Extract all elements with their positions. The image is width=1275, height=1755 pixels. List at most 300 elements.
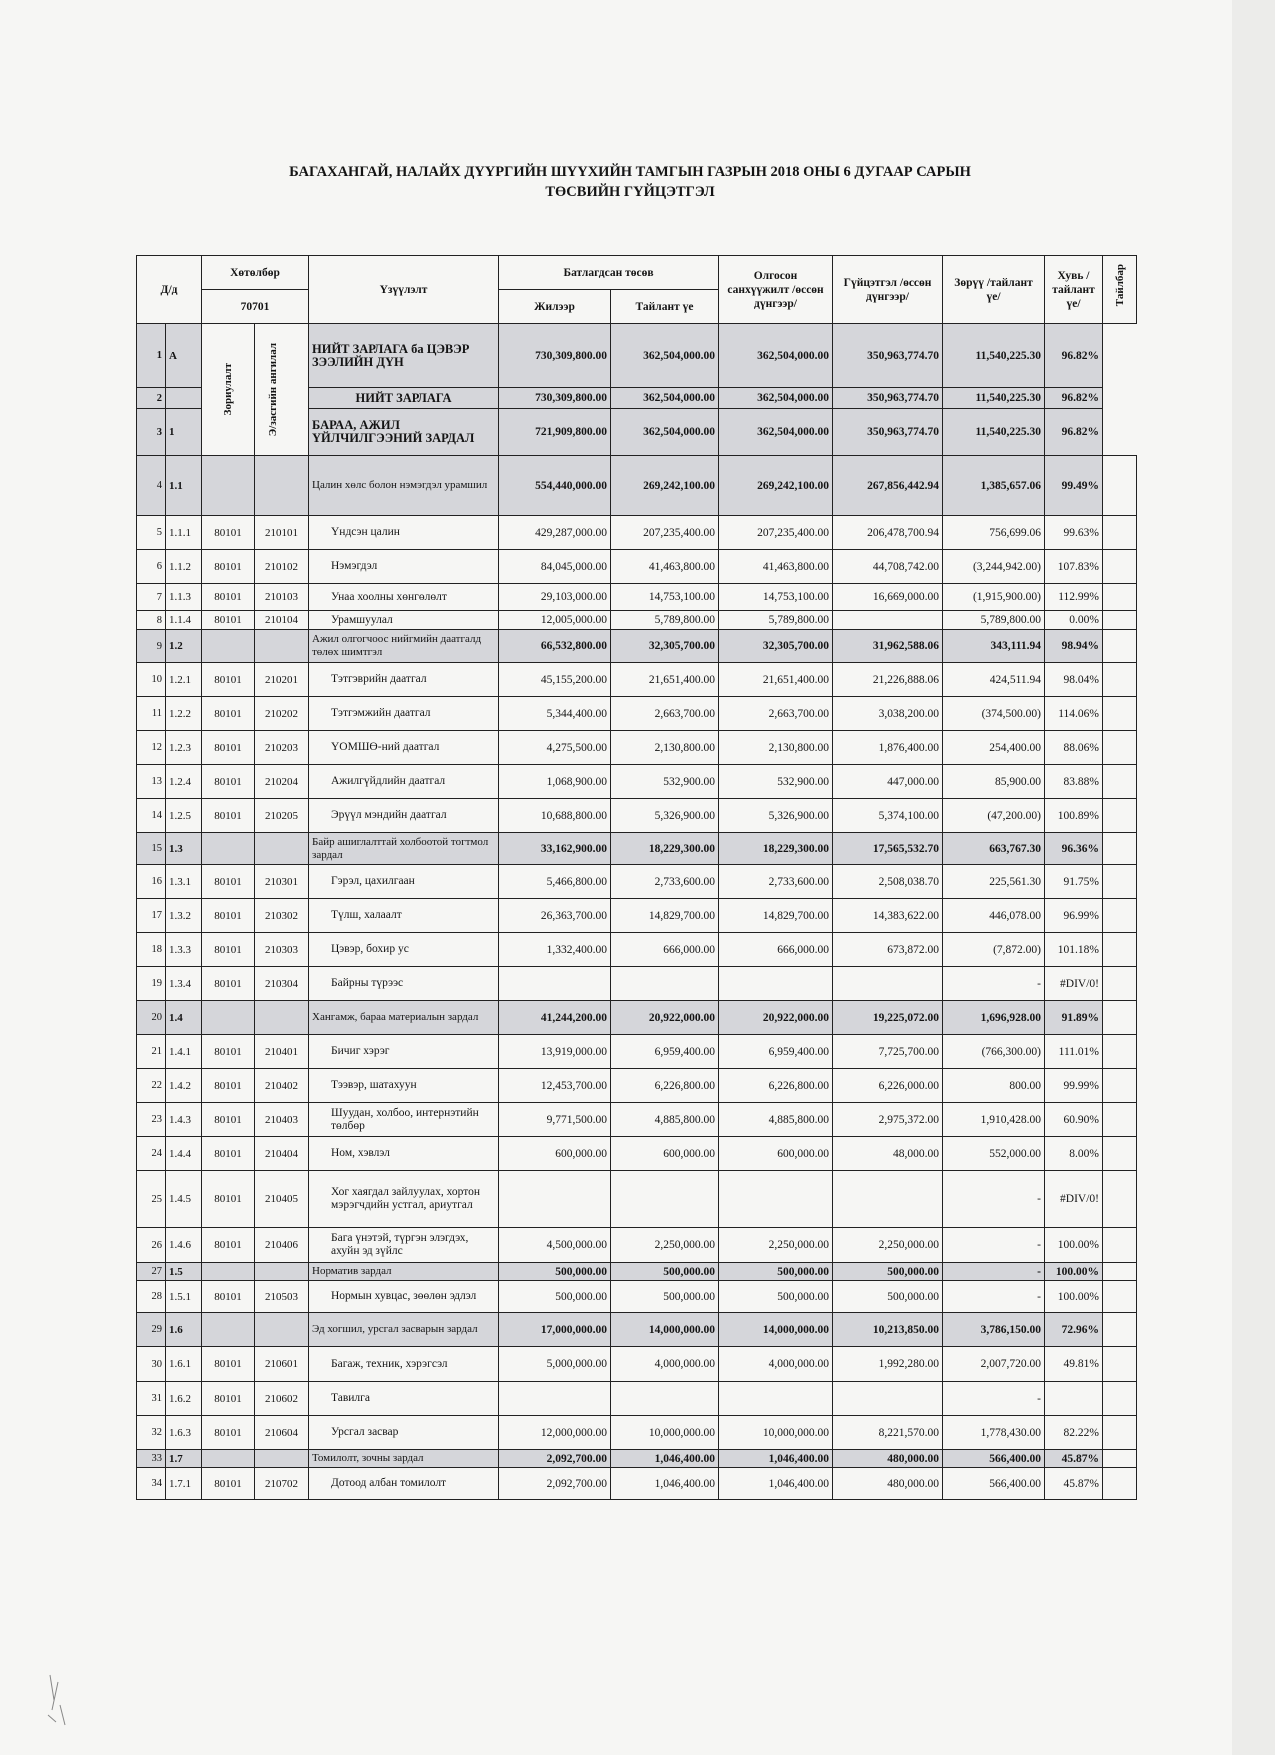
row-remark xyxy=(1103,1069,1137,1103)
row-period xyxy=(611,967,719,1001)
row-financed: 500,000.00 xyxy=(719,1263,833,1281)
row-number: 31 xyxy=(137,1382,166,1416)
row-actual: 10,213,850.00 xyxy=(833,1313,943,1347)
row-indicator: Үндсэн цалин xyxy=(309,516,499,550)
row-econ-class xyxy=(255,1450,309,1468)
row-period: 4,885,800.00 xyxy=(611,1103,719,1137)
row-actual: 5,374,100.00 xyxy=(833,799,943,833)
row-code: 1.2.1 xyxy=(166,663,202,697)
table-row xyxy=(137,765,1137,799)
row-number: 29 xyxy=(137,1313,166,1347)
row-code: 1.3.3 xyxy=(166,933,202,967)
row-diff: 254,400.00 xyxy=(943,731,1045,765)
row-number: 12 xyxy=(137,731,166,765)
table-row xyxy=(137,697,1137,731)
row-pct: 96.82% xyxy=(1045,409,1103,456)
row-pct: #DIV/0! xyxy=(1045,1171,1103,1228)
row-number: 14 xyxy=(137,799,166,833)
row-pct: 99.63% xyxy=(1045,516,1103,550)
row-indicator: Тээвэр, шатахуун xyxy=(309,1069,499,1103)
row-financed: 1,046,400.00 xyxy=(719,1450,833,1468)
row-number: 2 xyxy=(137,388,166,409)
row-number: 33 xyxy=(137,1450,166,1468)
row-period: 5,326,900.00 xyxy=(611,799,719,833)
row-remark xyxy=(1103,663,1137,697)
row-actual: 3,038,200.00 xyxy=(833,697,943,731)
row-actual: 6,226,000.00 xyxy=(833,1069,943,1103)
row-number: 19 xyxy=(137,967,166,1001)
row-indicator: ҮОМШӨ-ний даатгал xyxy=(309,731,499,765)
row-code: А xyxy=(166,324,202,388)
row-financed xyxy=(719,1382,833,1416)
row-remark xyxy=(1103,1263,1137,1281)
row-diff: 566,400.00 xyxy=(943,1450,1045,1468)
row-financed: 4,000,000.00 xyxy=(719,1347,833,1382)
row-remark xyxy=(1103,1468,1137,1500)
row-period: 41,463,800.00 xyxy=(611,550,719,584)
row-period: 6,226,800.00 xyxy=(611,1069,719,1103)
row-indicator: Хангамж, бараа материалын зардал xyxy=(309,1001,499,1035)
row-diff: (3,244,942.00) xyxy=(943,550,1045,584)
row-remark xyxy=(1103,1035,1137,1069)
row-diff: 566,400.00 xyxy=(943,1468,1045,1500)
row-actual: 14,383,622.00 xyxy=(833,899,943,933)
row-econ-class: 210103 xyxy=(255,584,309,611)
row-code: 1.1.2 xyxy=(166,550,202,584)
row-annual: 2,092,700.00 xyxy=(499,1450,611,1468)
row-indicator: Эрүүл мэндийн даатгал xyxy=(309,799,499,833)
row-number: 20 xyxy=(137,1001,166,1035)
row-annual: 41,244,200.00 xyxy=(499,1001,611,1035)
table-row xyxy=(137,933,1137,967)
row-purpose xyxy=(202,630,255,663)
row-remark xyxy=(1103,550,1137,584)
row-pct: 8.00% xyxy=(1045,1137,1103,1171)
table-row xyxy=(137,1171,1137,1228)
row-actual: 1,992,280.00 xyxy=(833,1347,943,1382)
row-pct: 99.99% xyxy=(1045,1069,1103,1103)
row-indicator: Ном, хэвлэл xyxy=(309,1137,499,1171)
row-number: 1 xyxy=(137,324,166,388)
row-code: 1.4.5 xyxy=(166,1171,202,1228)
row-remark xyxy=(1103,1347,1137,1382)
row-financed: 14,829,700.00 xyxy=(719,899,833,933)
row-remark xyxy=(1103,1171,1137,1228)
row-econ-class: 210403 xyxy=(255,1103,309,1137)
row-purpose: 80101 xyxy=(202,1468,255,1500)
row-code: 1.2.4 xyxy=(166,765,202,799)
row-remark xyxy=(1103,899,1137,933)
row-actual xyxy=(833,611,943,630)
row-annual: 10,688,800.00 xyxy=(499,799,611,833)
row-annual: 429,287,000.00 xyxy=(499,516,611,550)
row-annual xyxy=(499,1382,611,1416)
row-financed: 10,000,000.00 xyxy=(719,1416,833,1450)
row-pct: 100.00% xyxy=(1045,1228,1103,1263)
row-period: 6,959,400.00 xyxy=(611,1035,719,1069)
row-annual: 4,275,500.00 xyxy=(499,731,611,765)
row-pct: 83.88% xyxy=(1045,765,1103,799)
row-actual: 673,872.00 xyxy=(833,933,943,967)
row-number: 26 xyxy=(137,1228,166,1263)
row-number: 9 xyxy=(137,630,166,663)
row-actual: 2,975,372.00 xyxy=(833,1103,943,1137)
row-actual: 7,725,700.00 xyxy=(833,1035,943,1069)
row-pct: 98.94% xyxy=(1045,630,1103,663)
row-code: 1.4 xyxy=(166,1001,202,1035)
row-actual: 267,856,442.94 xyxy=(833,456,943,516)
row-number: 24 xyxy=(137,1137,166,1171)
row-indicator: Байрны түрээс xyxy=(309,967,499,1001)
row-annual: 12,005,000.00 xyxy=(499,611,611,630)
row-econ-class: 210102 xyxy=(255,550,309,584)
row-period: 269,242,100.00 xyxy=(611,456,719,516)
row-indicator: Ажил олгогчоос нийгмийн даатгалд төлөх шимтгэл xyxy=(309,630,499,663)
row-code: 1.7 xyxy=(166,1450,202,1468)
header-actual: Гүйцэтгэл /өссөн дүнгээр/ xyxy=(833,256,943,324)
row-econ-class: 210503 xyxy=(255,1281,309,1313)
row-period: 207,235,400.00 xyxy=(611,516,719,550)
row-remark xyxy=(1103,1313,1137,1347)
row-diff: - xyxy=(943,1281,1045,1313)
row-econ-class: 210404 xyxy=(255,1137,309,1171)
row-econ-class: 210302 xyxy=(255,899,309,933)
row-purpose: 80101 xyxy=(202,1069,255,1103)
table-row xyxy=(137,630,1137,663)
row-annual: 66,532,800.00 xyxy=(499,630,611,663)
row-financed: 21,651,400.00 xyxy=(719,663,833,697)
row-pct: 100.00% xyxy=(1045,1263,1103,1281)
row-pct: #DIV/0! xyxy=(1045,967,1103,1001)
row-number: 15 xyxy=(137,833,166,865)
row-financed: 2,733,600.00 xyxy=(719,865,833,899)
row-financed: 5,326,900.00 xyxy=(719,799,833,833)
row-purpose xyxy=(202,833,255,865)
row-diff: - xyxy=(943,1263,1045,1281)
row-econ-class: 210406 xyxy=(255,1228,309,1263)
row-purpose: 80101 xyxy=(202,1347,255,1382)
row-econ-class: 210604 xyxy=(255,1416,309,1450)
row-financed: 362,504,000.00 xyxy=(719,324,833,388)
row-indicator: Томилолт, зочны зардал xyxy=(309,1450,499,1468)
row-remark xyxy=(1103,1001,1137,1035)
row-number: 8 xyxy=(137,611,166,630)
header-program: Хөтөлбөр xyxy=(202,256,309,290)
header-dd: Д/д xyxy=(137,256,202,324)
row-indicator: Гэрэл, цахилгаан xyxy=(309,865,499,899)
row-period: 362,504,000.00 xyxy=(611,324,719,388)
row-pct: 99.49% xyxy=(1045,456,1103,516)
table-row xyxy=(137,1228,1137,1263)
row-annual: 4,500,000.00 xyxy=(499,1228,611,1263)
table-row xyxy=(137,584,1137,611)
row-diff: 663,767.30 xyxy=(943,833,1045,865)
row-annual: 26,363,700.00 xyxy=(499,899,611,933)
header-indicator: Үзүүлэлт xyxy=(309,256,499,324)
row-indicator: Тэтгэмжийн даатгал xyxy=(309,697,499,731)
table-row xyxy=(137,1416,1137,1450)
row-annual: 2,092,700.00 xyxy=(499,1468,611,1500)
row-number: 13 xyxy=(137,765,166,799)
row-purpose: 80101 xyxy=(202,967,255,1001)
row-remark xyxy=(1103,1137,1137,1171)
row-financed: 14,000,000.00 xyxy=(719,1313,833,1347)
header-annual: Жилээр xyxy=(499,290,611,324)
row-number: 10 xyxy=(137,663,166,697)
row-indicator: Тэтгэврийн даатгал xyxy=(309,663,499,697)
row-financed xyxy=(719,1171,833,1228)
row-code: 1 xyxy=(166,409,202,456)
row-annual: 5,000,000.00 xyxy=(499,1347,611,1382)
header-approved: Батлагдсан төсөв xyxy=(499,256,719,290)
row-period: 500,000.00 xyxy=(611,1263,719,1281)
row-econ-class: 210702 xyxy=(255,1468,309,1500)
row-purpose: 80101 xyxy=(202,550,255,584)
row-period: 2,663,700.00 xyxy=(611,697,719,731)
row-econ-class: 210202 xyxy=(255,697,309,731)
row-econ-class: 210401 xyxy=(255,1035,309,1069)
row-remark xyxy=(1103,516,1137,550)
header-period: Тайлант үе xyxy=(611,290,719,324)
purpose-header-cell: Зориулалт xyxy=(202,324,255,456)
row-purpose xyxy=(202,1450,255,1468)
row-actual: 206,478,700.94 xyxy=(833,516,943,550)
row-actual: 480,000.00 xyxy=(833,1468,943,1500)
row-financed: 5,789,800.00 xyxy=(719,611,833,630)
row-actual xyxy=(833,967,943,1001)
row-annual: 12,453,700.00 xyxy=(499,1069,611,1103)
row-actual xyxy=(833,1171,943,1228)
row-period: 532,900.00 xyxy=(611,765,719,799)
row-econ-class: 210304 xyxy=(255,967,309,1001)
row-actual: 350,963,774.70 xyxy=(833,388,943,409)
row-actual: 48,000.00 xyxy=(833,1137,943,1171)
table-row xyxy=(137,1382,1137,1416)
row-pct: 0.00% xyxy=(1045,611,1103,630)
row-code: 1.1 xyxy=(166,456,202,516)
table-row xyxy=(137,799,1137,833)
header-remark: Тайлбар xyxy=(1103,256,1137,324)
row-number: 30 xyxy=(137,1347,166,1382)
row-purpose: 80101 xyxy=(202,765,255,799)
row-econ-class xyxy=(255,1001,309,1035)
row-annual: 5,344,400.00 xyxy=(499,697,611,731)
row-remark xyxy=(1103,630,1137,663)
row-pct: 60.90% xyxy=(1045,1103,1103,1137)
row-econ-class: 210405 xyxy=(255,1171,309,1228)
margin-mark xyxy=(40,1670,80,1730)
row-remark xyxy=(1103,799,1137,833)
row-actual: 8,221,570.00 xyxy=(833,1416,943,1450)
row-pct: 45.87% xyxy=(1045,1450,1103,1468)
row-diff: - xyxy=(943,1228,1045,1263)
row-code xyxy=(166,388,202,409)
row-pct: 91.75% xyxy=(1045,865,1103,899)
row-indicator: Бага үнэтэй, түргэн элэгдэх, ахуйн эд зүйлс xyxy=(309,1228,499,1263)
row-indicator: Урамшуулал xyxy=(309,611,499,630)
row-diff: (374,500.00) xyxy=(943,697,1045,731)
table-row xyxy=(137,1263,1137,1281)
row-pct: 49.81% xyxy=(1045,1347,1103,1382)
table-row xyxy=(137,1035,1137,1069)
row-code: 1.4.1 xyxy=(166,1035,202,1069)
row-indicator: НИЙТ ЗАРЛАГА xyxy=(309,388,499,409)
row-period: 21,651,400.00 xyxy=(611,663,719,697)
row-indicator: Унаа хоолны хөнгөлөлт xyxy=(309,584,499,611)
row-indicator: НИЙТ ЗАРЛАГА ба ЦЭВЭР ЗЭЭЛИЙН ДҮН xyxy=(309,324,499,388)
table-row xyxy=(137,1281,1137,1313)
row-number: 27 xyxy=(137,1263,166,1281)
budget-table xyxy=(136,255,1137,1500)
table-row xyxy=(137,324,1137,388)
row-remark xyxy=(1103,584,1137,611)
row-indicator: Норматив зардал xyxy=(309,1263,499,1281)
row-diff: 11,540,225.30 xyxy=(943,409,1045,456)
row-financed: 6,226,800.00 xyxy=(719,1069,833,1103)
row-pct: 100.00% xyxy=(1045,1281,1103,1313)
row-code: 1.2.2 xyxy=(166,697,202,731)
row-remark xyxy=(1103,1450,1137,1468)
row-period: 2,250,000.00 xyxy=(611,1228,719,1263)
header-pct: Хувь /тайлант үе/ xyxy=(1045,256,1103,324)
row-diff: 225,561.30 xyxy=(943,865,1045,899)
row-number: 7 xyxy=(137,584,166,611)
row-remark xyxy=(1103,456,1137,516)
row-purpose: 80101 xyxy=(202,899,255,933)
row-remark xyxy=(1103,731,1137,765)
row-econ-class: 210601 xyxy=(255,1347,309,1382)
row-indicator: Хог хаягдал зайлуулах, хортон мэрэгчдийн устгал, ариутгал xyxy=(309,1171,499,1228)
row-annual: 1,332,400.00 xyxy=(499,933,611,967)
row-diff: 1,910,428.00 xyxy=(943,1103,1045,1137)
row-financed: 6,959,400.00 xyxy=(719,1035,833,1069)
table-row xyxy=(137,1069,1137,1103)
row-period: 600,000.00 xyxy=(611,1137,719,1171)
row-diff: 11,540,225.30 xyxy=(943,324,1045,388)
row-indicator: Дотоод албан томилолт xyxy=(309,1468,499,1500)
row-financed: 362,504,000.00 xyxy=(719,409,833,456)
row-code: 1.4.6 xyxy=(166,1228,202,1263)
row-indicator: Түлш, халаалт xyxy=(309,899,499,933)
row-annual: 9,771,500.00 xyxy=(499,1103,611,1137)
row-remark xyxy=(1103,833,1137,865)
row-purpose: 80101 xyxy=(202,731,255,765)
table-row xyxy=(137,1450,1137,1468)
row-code: 1.1.1 xyxy=(166,516,202,550)
row-period: 10,000,000.00 xyxy=(611,1416,719,1450)
row-pct: 111.01% xyxy=(1045,1035,1103,1069)
row-pct: 98.04% xyxy=(1045,663,1103,697)
row-code: 1.6.2 xyxy=(166,1382,202,1416)
row-pct: 91.89% xyxy=(1045,1001,1103,1035)
row-number: 34 xyxy=(137,1468,166,1500)
row-number: 21 xyxy=(137,1035,166,1069)
row-annual: 45,155,200.00 xyxy=(499,663,611,697)
row-purpose: 80101 xyxy=(202,1137,255,1171)
title-line-2: ТӨСВИЙН ГҮЙЦЭТГЭЛ xyxy=(545,184,715,200)
row-code: 1.2.3 xyxy=(166,731,202,765)
row-code: 1.4.2 xyxy=(166,1069,202,1103)
row-indicator: Тавилга xyxy=(309,1382,499,1416)
row-diff: - xyxy=(943,967,1045,1001)
row-purpose: 80101 xyxy=(202,933,255,967)
row-period: 14,000,000.00 xyxy=(611,1313,719,1347)
row-purpose: 80101 xyxy=(202,663,255,697)
row-purpose: 80101 xyxy=(202,1281,255,1313)
row-pct: 96.36% xyxy=(1045,833,1103,865)
row-annual: 12,000,000.00 xyxy=(499,1416,611,1450)
table-row xyxy=(137,550,1137,584)
econ-header-cell: Э/засгийн ангилал xyxy=(255,324,309,456)
row-indicator: Байр ашиглалттай холбоотой тогтмол зардал xyxy=(309,833,499,865)
row-annual: 730,309,800.00 xyxy=(499,324,611,388)
row-econ-class xyxy=(255,1313,309,1347)
table-row xyxy=(137,663,1137,697)
row-period: 14,753,100.00 xyxy=(611,584,719,611)
row-code: 1.6 xyxy=(166,1313,202,1347)
row-remark xyxy=(1103,1281,1137,1313)
row-indicator: Цэвэр, бохир ус xyxy=(309,933,499,967)
row-purpose: 80101 xyxy=(202,516,255,550)
row-financed: 20,922,000.00 xyxy=(719,1001,833,1035)
row-remark xyxy=(1103,967,1137,1001)
row-diff: 446,078.00 xyxy=(943,899,1045,933)
row-indicator: Бичиг хэрэг xyxy=(309,1035,499,1069)
table-row xyxy=(137,865,1137,899)
row-diff: 800.00 xyxy=(943,1069,1045,1103)
table-row xyxy=(137,1001,1137,1035)
row-financed: 500,000.00 xyxy=(719,1281,833,1313)
row-purpose xyxy=(202,1313,255,1347)
row-financed: 14,753,100.00 xyxy=(719,584,833,611)
row-number: 25 xyxy=(137,1171,166,1228)
row-number: 16 xyxy=(137,865,166,899)
row-annual xyxy=(499,967,611,1001)
row-actual: 16,669,000.00 xyxy=(833,584,943,611)
row-remark xyxy=(1103,1228,1137,1263)
row-purpose: 80101 xyxy=(202,1171,255,1228)
row-econ-class xyxy=(255,1263,309,1281)
row-code: 1.1.4 xyxy=(166,611,202,630)
row-code: 1.4.4 xyxy=(166,1137,202,1171)
row-diff: - xyxy=(943,1382,1045,1416)
row-econ-class: 210204 xyxy=(255,765,309,799)
row-purpose xyxy=(202,456,255,516)
row-financed: 2,130,800.00 xyxy=(719,731,833,765)
row-econ-class xyxy=(255,833,309,865)
table-row xyxy=(137,967,1137,1001)
row-econ-class: 210602 xyxy=(255,1382,309,1416)
row-diff: 1,778,430.00 xyxy=(943,1416,1045,1450)
row-diff: 552,000.00 xyxy=(943,1137,1045,1171)
row-actual: 19,225,072.00 xyxy=(833,1001,943,1035)
row-financed: 2,250,000.00 xyxy=(719,1228,833,1263)
row-annual: 554,440,000.00 xyxy=(499,456,611,516)
row-period: 2,733,600.00 xyxy=(611,865,719,899)
table-row xyxy=(137,1137,1137,1171)
row-annual: 1,068,900.00 xyxy=(499,765,611,799)
title-line-1: БАГАХАНГАЙ, НАЛАЙХ ДҮҮРГИЙН ШҮҮХИЙН ТАМГЫН ГАЗРЫН 2018 ОНЫ 6 ДУГААР САРЫН xyxy=(289,164,971,180)
row-financed: 532,900.00 xyxy=(719,765,833,799)
row-code: 1.2.5 xyxy=(166,799,202,833)
row-diff: 2,007,720.00 xyxy=(943,1347,1045,1382)
header-diff: Зөрүү /тайлант үе/ xyxy=(943,256,1045,324)
row-pct: 100.89% xyxy=(1045,799,1103,833)
row-pct: 72.96% xyxy=(1045,1313,1103,1347)
row-purpose: 80101 xyxy=(202,1416,255,1450)
row-period: 1,046,400.00 xyxy=(611,1468,719,1500)
row-econ-class: 210205 xyxy=(255,799,309,833)
